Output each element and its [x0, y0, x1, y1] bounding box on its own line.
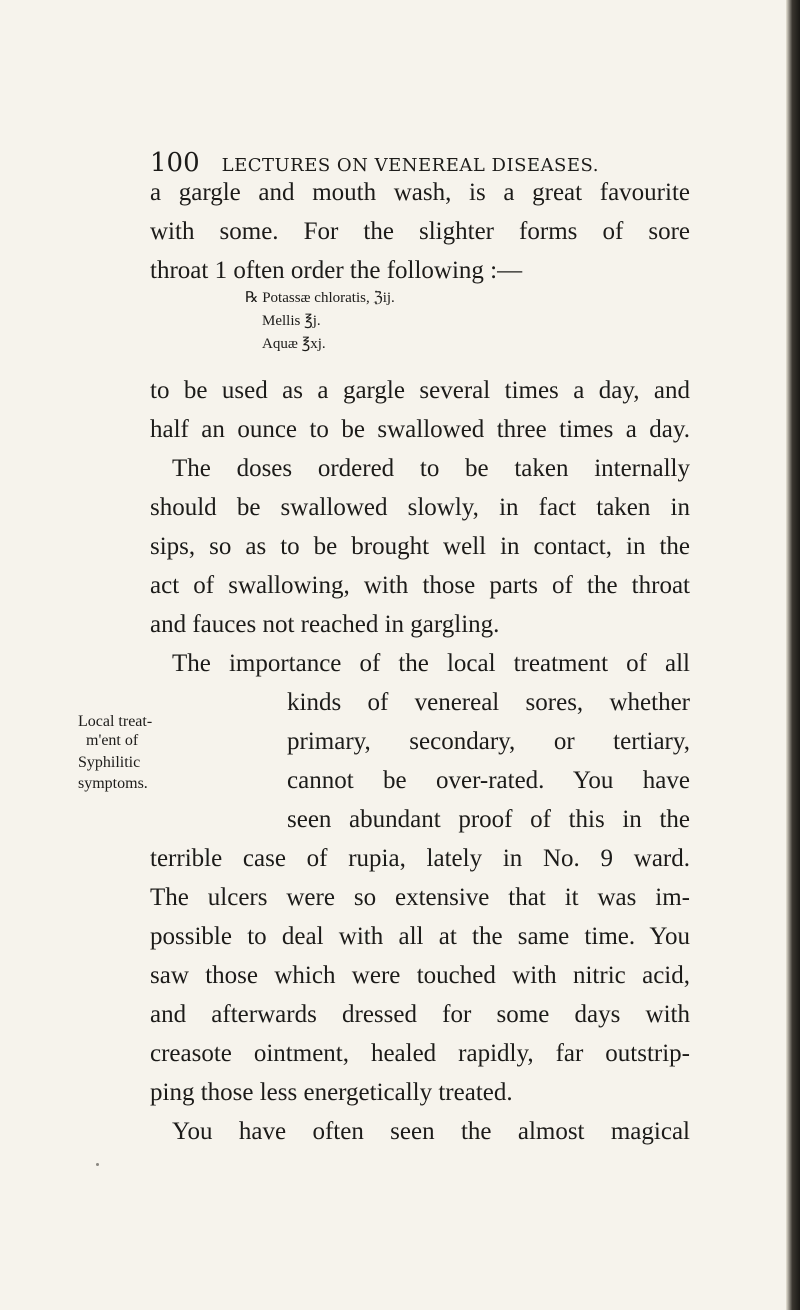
text-line: saw those which were touched with nitric acid,	[150, 962, 690, 989]
text-line: kinds of venereal sores, whether	[287, 689, 690, 716]
text-line: seen abundant proof of this in the	[287, 806, 690, 833]
prescription-line: Mellis ℥j.	[262, 313, 321, 329]
running-head: LECTURES ON VENEREAL DISEASES.	[221, 155, 599, 176]
text-line: and afterwards dressed for some days with	[150, 1001, 690, 1028]
prescription-line: ℞ Potassæ chloratis, ℨij.	[245, 290, 395, 306]
margin-note-line: Syphilitic	[78, 754, 141, 771]
text-line: creasote ointment, healed rapidly, far outstrip-	[150, 1040, 690, 1067]
text-line: a gargle and mouth wash, is a great favourite	[150, 179, 690, 206]
prescription-line: Aquæ ℥xj.	[262, 336, 326, 352]
text-line: sips, so as to be brought well in contact, in the	[150, 533, 690, 560]
text-line: and fauces not reached in gargling.	[150, 611, 500, 638]
text-line: throat 1 often order the following :—	[150, 257, 523, 284]
text-line: should be swallowed slowly, in fact taken in	[150, 494, 690, 521]
text-line: half an ounce to be swallowed three times a day.	[150, 416, 690, 443]
text-line: ping those less energetically treated.	[150, 1079, 513, 1106]
page-number: 100	[150, 148, 200, 178]
margin-note-line: m'ent of	[86, 732, 139, 749]
margin-note-line: symptoms.	[78, 775, 148, 792]
text-line: cannot be over-rated. You have	[287, 767, 690, 794]
text-line: with some. For the slighter forms of sore	[150, 218, 690, 245]
text-line: The ulcers were so extensive that it was im-	[150, 884, 690, 911]
text-line: primary, secondary, or tertiary,	[287, 728, 690, 755]
text-line: terrible case of rupia, lately in No. 9 ward.	[150, 845, 690, 872]
text-line: You have often seen the almost magical	[172, 1118, 690, 1145]
text-line: The doses ordered to be taken internally	[172, 455, 690, 482]
text-line: The importance of the local treatment of all	[172, 650, 690, 677]
text-line: to be used as a gargle several times a day, and	[150, 377, 690, 404]
page-edge-shadow	[786, 0, 800, 1310]
paper-speck	[96, 1163, 99, 1166]
margin-note-line: Local treat-	[78, 713, 153, 730]
text-line: act of swallowing, with those parts of the throat	[150, 572, 690, 599]
text-line: possible to deal with all at the same time. You	[150, 923, 690, 950]
